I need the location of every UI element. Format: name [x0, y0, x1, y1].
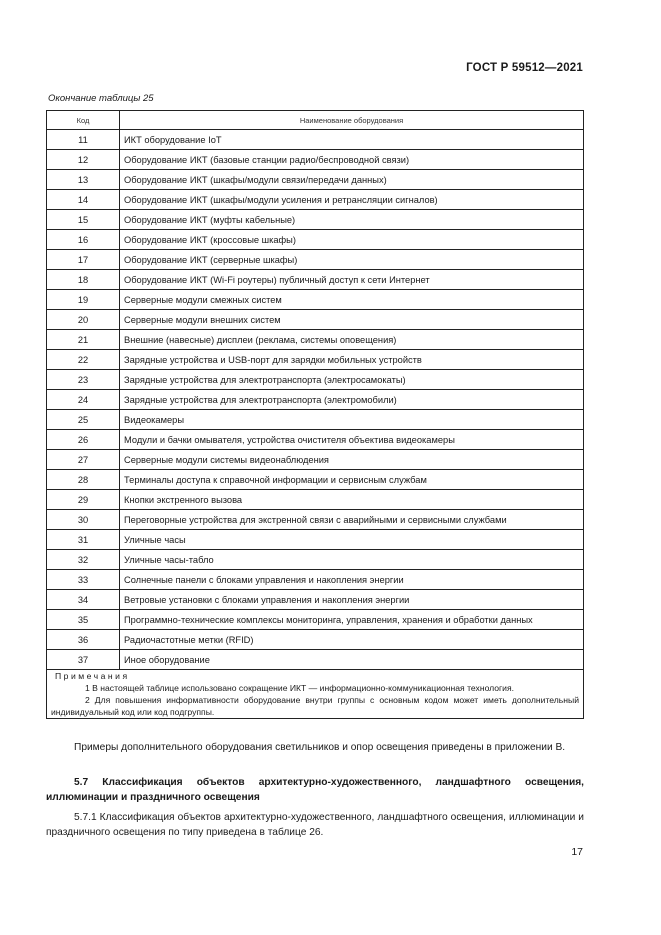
row-code: 29: [47, 490, 120, 510]
row-name: Зарядные устройства для электротранспорта (электромобили): [120, 390, 584, 410]
row-name: Зарядные устройства для электротранспорта (электросамокаты): [120, 370, 584, 390]
row-name: Оборудование ИКТ (кроссовые шкафы): [120, 230, 584, 250]
row-code: 37: [47, 650, 120, 670]
row-name: Внешние (навесные) дисплеи (реклама, системы оповещения): [120, 330, 584, 350]
row-name: Уличные часы: [120, 530, 584, 550]
row-code: 11: [47, 130, 120, 150]
row-code: 26: [47, 430, 120, 450]
row-name: Видеокамеры: [120, 410, 584, 430]
row-code: 21: [47, 330, 120, 350]
header-code: Код: [47, 111, 120, 130]
table-row: [47, 630, 584, 650]
table-row: [47, 430, 584, 450]
row-code: 18: [47, 270, 120, 290]
row-code: 12: [47, 150, 120, 170]
table-row: [47, 170, 584, 190]
row-code: 14: [47, 190, 120, 210]
row-code: 15: [47, 210, 120, 230]
row-name: Модули и бачки омывателя, устройства очистителя объектива видеокамеры: [120, 430, 584, 450]
row-code: 16: [47, 230, 120, 250]
table-row: [47, 210, 584, 230]
row-name: Оборудование ИКТ (шкафы/модули связи/передачи данных): [120, 170, 584, 190]
row-name: Оборудование ИКТ (Wi-Fi роутеры) публичный доступ к сети Интернет: [120, 270, 584, 290]
row-code: 22: [47, 350, 120, 370]
row-name: Солнечные панели с блоками управления и накопления энергии: [120, 570, 584, 590]
table-row: [47, 490, 584, 510]
row-name: Оборудование ИКТ (базовые станции радио/беспроводной связи): [120, 150, 584, 170]
row-code: 17: [47, 250, 120, 270]
row-code: 28: [47, 470, 120, 490]
table-row: [47, 270, 584, 290]
row-name: Ветровые установки с блоками управления и накопления энергии: [120, 590, 584, 610]
row-code: 23: [47, 370, 120, 390]
table-row: [47, 610, 584, 630]
table-row: [47, 370, 584, 390]
row-name: Зарядные устройства и USB-порт для зарядки мобильных устройств: [120, 350, 584, 370]
table-row: [47, 150, 584, 170]
table-row: [47, 590, 584, 610]
row-name: Оборудование ИКТ (шкафы/модули усиления и ретрансляции сигналов): [120, 190, 584, 210]
row-code: 31: [47, 530, 120, 550]
row-name: Кнопки экстренного вызова: [120, 490, 584, 510]
table-row: [47, 410, 584, 430]
row-code: 13: [47, 170, 120, 190]
row-name: Серверные модули системы видеонаблюдения: [120, 450, 584, 470]
table-row: [47, 470, 584, 490]
row-code: 35: [47, 610, 120, 630]
row-code: 34: [47, 590, 120, 610]
table-caption: Окончание таблицы 25: [48, 93, 154, 104]
page-number: 17: [571, 846, 583, 858]
row-name: Серверные модули внешних систем: [120, 310, 584, 330]
table-header-row: [47, 111, 584, 130]
row-code: 25: [47, 410, 120, 430]
row-name: Программно-технические комплексы мониторинга, управления, хранения и обработки данных: [120, 610, 584, 630]
paragraph-appendix-reference: Примеры дополнительного оборудования светильников и опор освещения приведены в приложении В.: [74, 742, 566, 753]
row-code: 30: [47, 510, 120, 530]
row-code: 24: [47, 390, 120, 410]
table-row: [47, 510, 584, 530]
notes-cell: [47, 670, 584, 719]
row-name: Радиочастотные метки (RFID): [120, 630, 584, 650]
row-code: 33: [47, 570, 120, 590]
table-row: [47, 290, 584, 310]
table-row: [47, 190, 584, 210]
equipment-table: [46, 110, 584, 719]
row-name: ИКТ оборудование IoT: [120, 130, 584, 150]
note-2: 2 Для повышения информативности оборудование внутри группы с основным кодом может иметь дополнительный индивидуальный код или код подгруппы.: [51, 695, 579, 717]
table-row: [47, 570, 584, 590]
row-name: Оборудование ИКТ (муфты кабельные): [120, 210, 584, 230]
row-code: 20: [47, 310, 120, 330]
table-row: [47, 550, 584, 570]
table-row: [47, 450, 584, 470]
row-name: Иное оборудование: [120, 650, 584, 670]
notes-row: [47, 670, 584, 719]
table-row: [47, 390, 584, 410]
paragraph-classification: 5.7.1 Классификация объектов архитектурно-художественного, ландшафтного освещения, иллюминации и праздничного освещения по типу приведена в таблице 26.: [46, 812, 584, 838]
document-code: ГОСТ Р 59512—2021: [466, 62, 583, 74]
row-code: 19: [47, 290, 120, 310]
table-row: [47, 530, 584, 550]
row-name: Серверные модули смежных систем: [120, 290, 584, 310]
row-name: Уличные часы-табло: [120, 550, 584, 570]
row-code: 32: [47, 550, 120, 570]
table-body: [47, 130, 584, 670]
row-code: 27: [47, 450, 120, 470]
table-row: [47, 330, 584, 350]
table-row: [47, 650, 584, 670]
row-name: Терминалы доступа к справочной информации и сервисным службам: [120, 470, 584, 490]
row-name: Оборудование ИКТ (серверные шкафы): [120, 250, 584, 270]
table-row: [47, 250, 584, 270]
table-row: [47, 230, 584, 250]
table-row: [47, 130, 584, 150]
row-name: Переговорные устройства для экстренной связи с аварийными и сервисными службами: [120, 510, 584, 530]
notes-title: Примечания: [55, 671, 130, 681]
row-code: 36: [47, 630, 120, 650]
header-name: Наименование оборудования: [120, 111, 584, 130]
table-row: [47, 350, 584, 370]
section-heading: 5.7 Классификация объектов архитектурно-художественного, ландшафтного освещения, иллюминации и праздничного освещения: [46, 777, 584, 803]
table-row: [47, 310, 584, 330]
note-1: 1 В настоящей таблице использовано сокращение ИКТ — информационно-коммуникационная технология.: [85, 683, 515, 693]
